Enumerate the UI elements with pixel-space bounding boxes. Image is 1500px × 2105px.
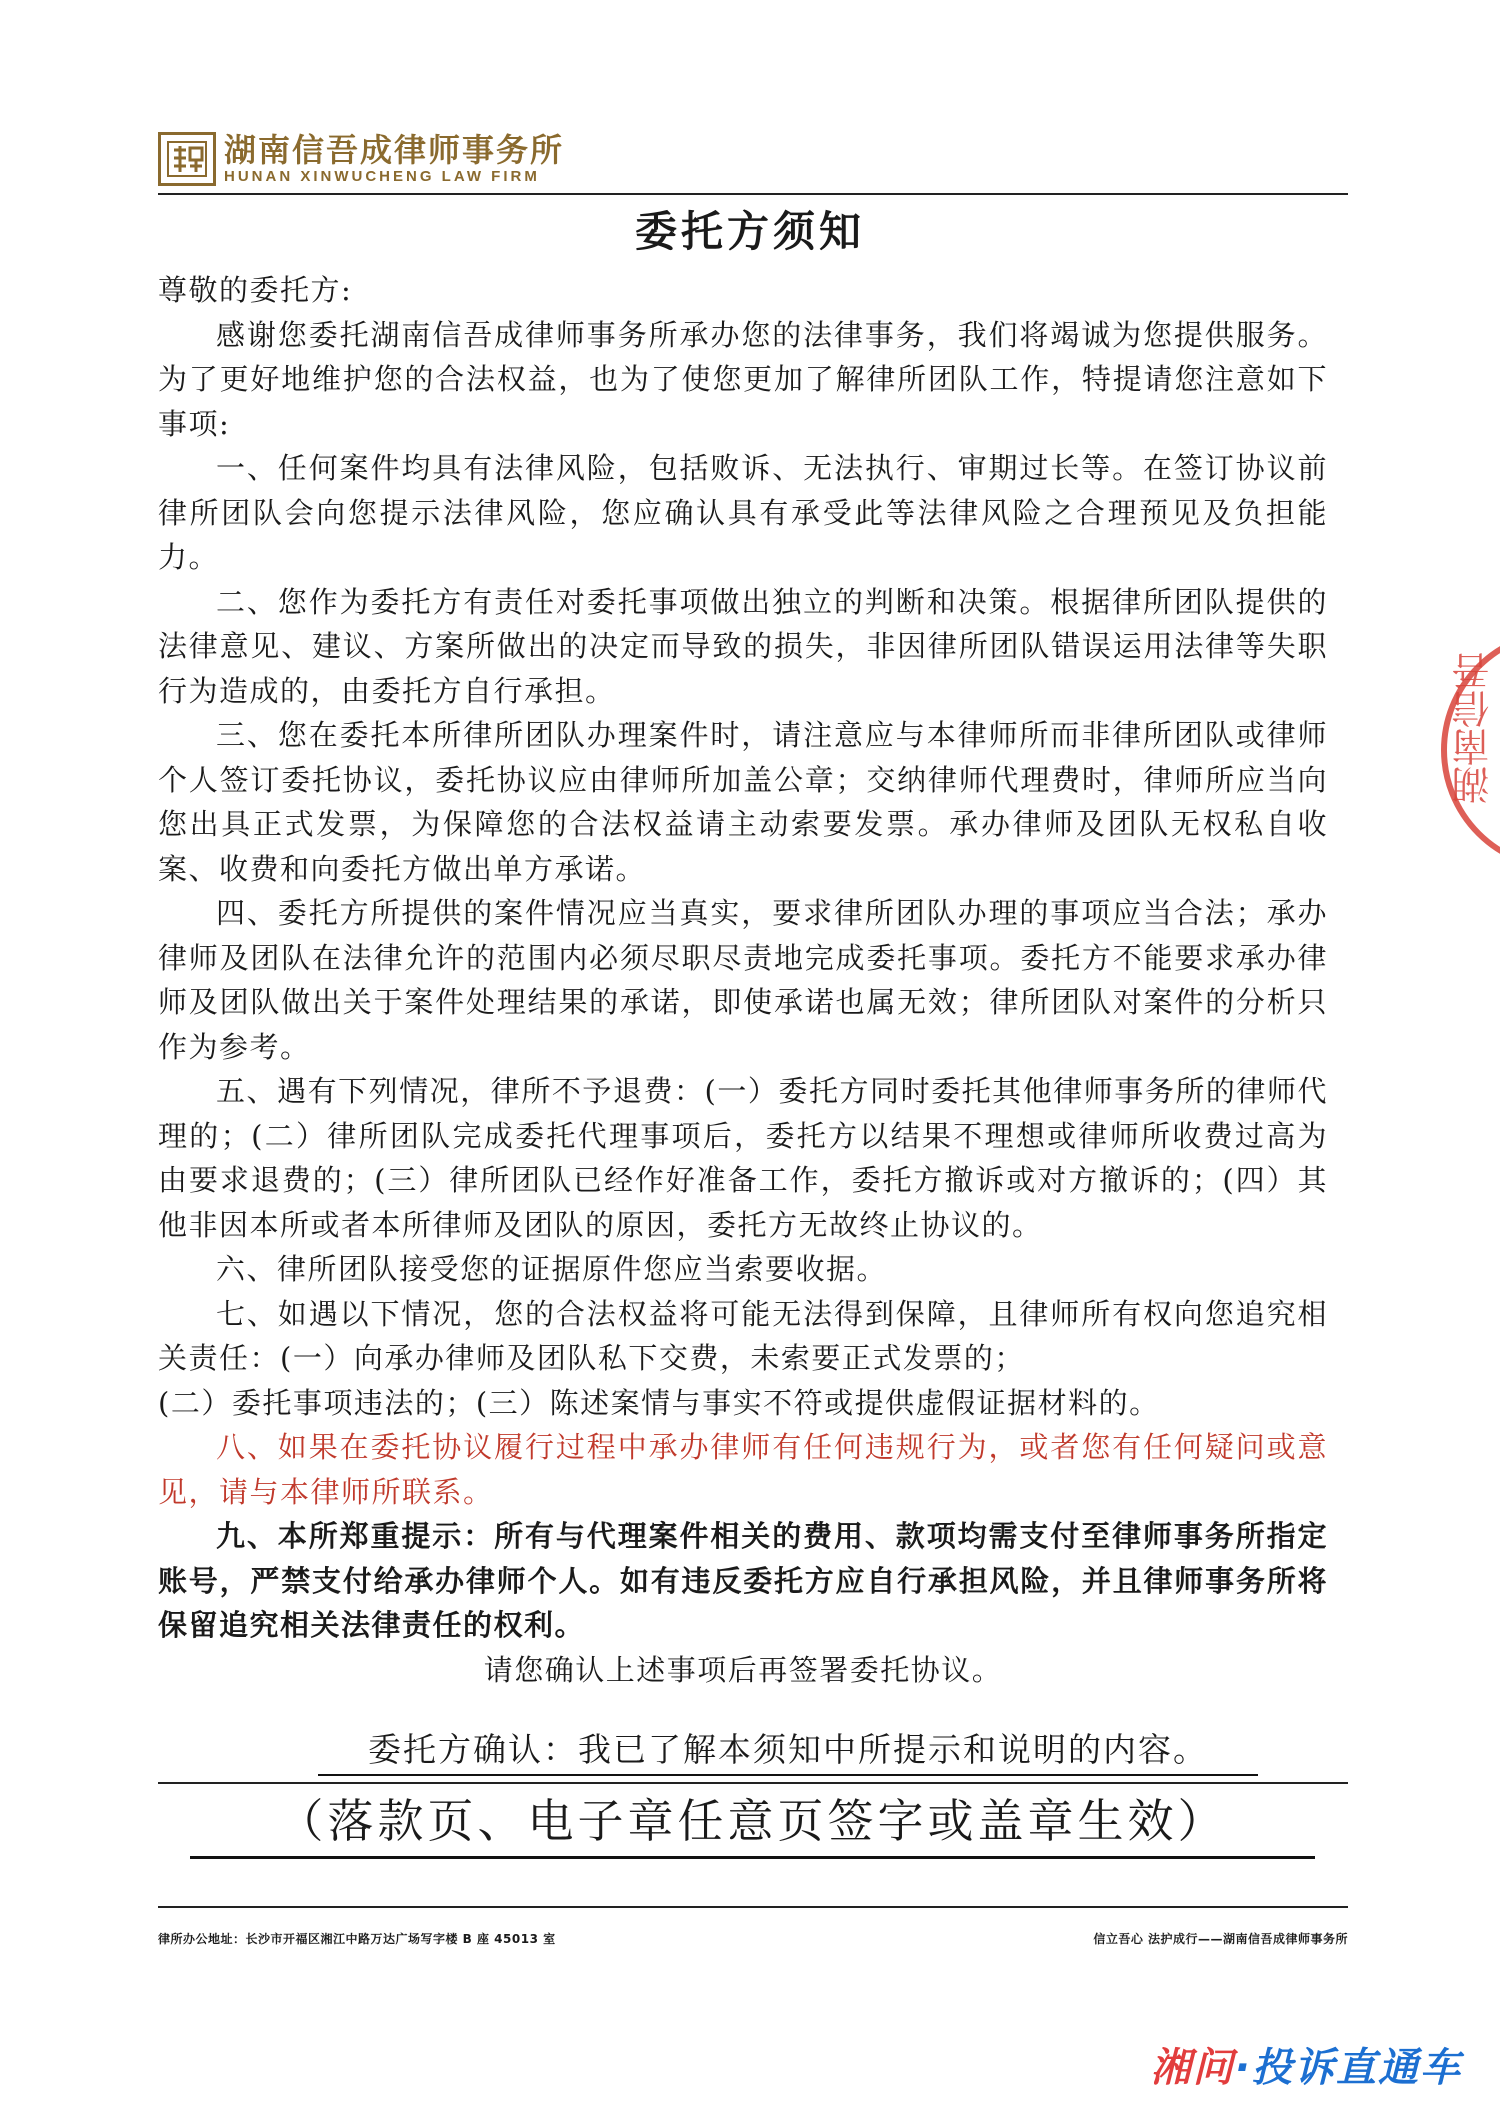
document-body	[158, 268, 1328, 1692]
watermark-part1: 湘问	[1150, 2045, 1235, 2091]
watermark-separator: ·	[1234, 2045, 1252, 2091]
firm-name-en: HUNAN XINWUCHENG LAW FIRM	[224, 168, 540, 185]
paragraph-8-notice: 八、如果在委托协议履行过程中承办律师有任何违规行为，或者您有任何疑问或意见，请与本律师所联系。	[158, 1430, 1328, 1509]
paragraph-4: 四、委托方所提供的案件情况应当真实，要求律所团队办理的事项应当合法；承办律师及团队在法律允许的范围内必须尽职尽责地完成委托事项。委托方不能要求承办律师及团队做出关于案件处理结果的承诺，即使承诺也属无效；律所团队对案件的分析只作为参考。	[158, 896, 1328, 1064]
paragraph-5: 五、遇有下列情况，律所不予退费：(一）委托方同时委托其他律师事务所的律师代理的；(二）律所团队完成委托代理事项后，委托方以结果不理想或律师所收费过高为由要求退费的；(三）律所团队已经作好准备工作，委托方撤诉或对方撤诉的；(四）其他非因本所或者本所律师及团队的原因，委托方无故终止协议的。	[158, 1074, 1328, 1242]
confirmation-divider	[158, 1782, 1348, 1784]
client-confirmation: 委托方确认：我已了解本须知中所提示和说明的内容。	[318, 1728, 1258, 1776]
firm-seal-icon	[158, 132, 216, 186]
paragraph-7-continued: (二）委托事项违法的；(三）陈述案情与事实不符或提供虚假证据材料的。	[158, 1385, 1160, 1420]
header-divider	[158, 193, 1348, 195]
document-title: 委托方须知	[634, 207, 865, 256]
paragraph-1: 一、任何案件均具有法律风险，包括败诉、无法执行、审期过长等。在签订协议前律所团队会向您提示法律风险，您应确认具有承受此等法律风险之合理预见及负担能力。	[158, 451, 1328, 574]
watermark-part2: 投诉直通车	[1252, 2045, 1462, 2091]
salutation: 尊敬的委托方:	[158, 273, 353, 307]
paragraph-intro: 感谢您委托湖南信吾成律师事务所承办您的法律事务，我们将竭诚为您提供服务。为了更好地维护您的合法权益，也为了使您更加了解律所团队工作，特提请您注意如下事项:	[158, 317, 1328, 441]
firm-name-cn: 湖南信吾成律师事务所	[224, 131, 565, 169]
seal-text: 湖南信吾	[1452, 652, 1496, 804]
paragraph-6: 六、律所团队接受您的证据原件您应当索要收据。	[216, 1252, 888, 1286]
paragraph-7: 七、如遇以下情况，您的合法权益将可能无法得到保障，且律师所有权向您追究相关责任：(一）向承办律师及团队私下交费，未索要正式发票的；	[158, 1296, 1328, 1375]
firm-motto: 信立吾心 法护成行——湖南信吾成律师事务所	[1093, 1932, 1348, 1946]
paragraph-3: 三、您在委托本所律所团队办理案件时，请注意应与本律师所而非律所团队或律师个人签订委托协议，委托协议应由律师所加盖公章；交纳律师代理费时，律师所应当向您出具正式发票，为保障您的合法权益请主动索要发票。承办律师及团队无权私自收案、收费和向委托方做出单方承诺。	[158, 718, 1328, 886]
office-address: 律所办公地址：长沙市开福区湘江中路万达广场写字楼 B 座 45013 室	[158, 1932, 556, 1946]
watermark	[1151, 2036, 1462, 2093]
paragraph-9-warning: 九、本所郑重提示：所有与代理案件相关的费用、款项均需支付至律师事务所指定账号，严禁支付给承办律师个人。如有违反委托方应自行承担风险，并且律师事务所将保留追究相关法律责任的权利。	[158, 1519, 1328, 1642]
closing-line: 请您确认上述事项后再签署委托协议。	[483, 1652, 1003, 1687]
paragraph-2: 二、您作为委托方有责任对委托事项做出独立的判断和决策。根据律所团队提供的法律意见、建议、方案所做出的决定而导致的损失，非因律所团队错误运用法律等失职行为造成的，由委托方自行承担。	[158, 584, 1328, 708]
firm-logo	[158, 128, 564, 190]
footer-divider	[158, 1906, 1348, 1908]
effective-note: （落款页、电子章任意页签字或盖章生效）	[190, 1790, 1315, 1859]
